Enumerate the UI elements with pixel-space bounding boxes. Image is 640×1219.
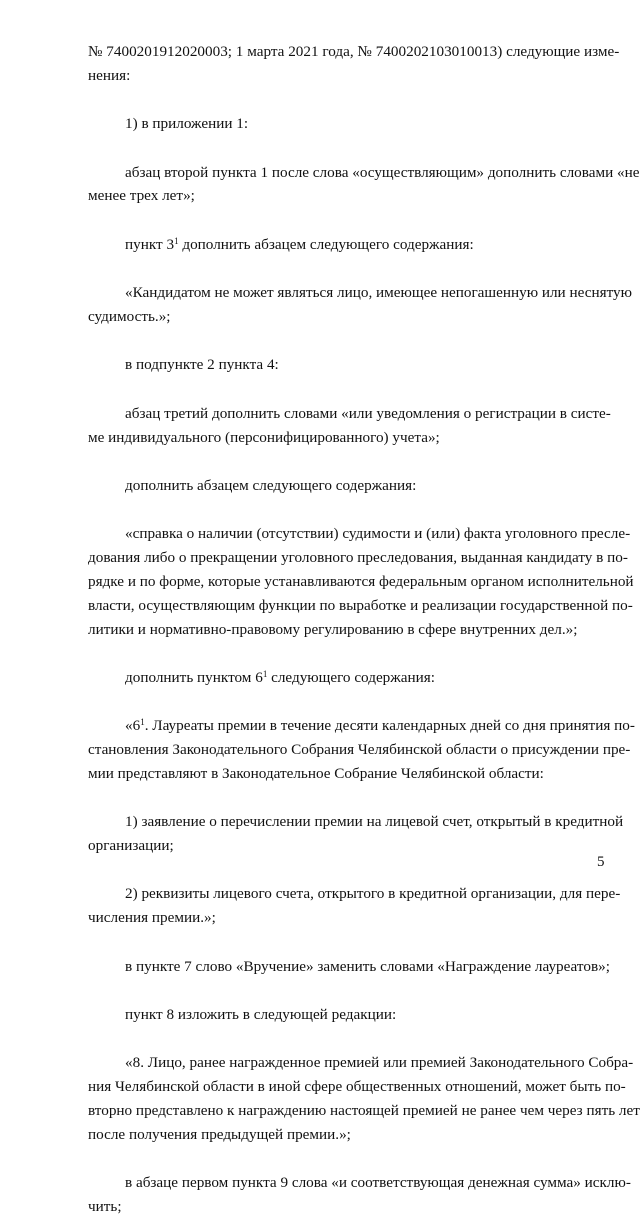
- paragraph-gap: [88, 641, 606, 666]
- text-run: вторно представлено к награждению настоящей премией не ранее чем через пять лет: [88, 1102, 640, 1120]
- text-line: [88, 714, 635, 738]
- text-line: [88, 666, 606, 690]
- text-run: 2) реквизиты лицевого счета, открытого в кредитной организации, для пере-: [125, 885, 621, 903]
- text-line: [88, 64, 606, 88]
- text-line: [88, 353, 606, 377]
- paragraph-gap: [88, 208, 606, 233]
- text-line: [88, 112, 606, 136]
- text-line: [88, 402, 611, 426]
- text-run: дополнить абзацем следующего содержания:: [178, 235, 474, 253]
- text-line: [88, 426, 606, 450]
- paragraph-gap: [88, 257, 606, 282]
- text-run: пункт 3: [125, 235, 175, 253]
- text-run: нения:: [88, 66, 131, 84]
- text-run: в подпункте 2 пункта 4:: [125, 356, 279, 374]
- text-run: мии представляют в Законодательное Собрание Челябинской области:: [88, 764, 544, 782]
- text-run: в абзаце первом пункта 9 слова «и соответствующая денежная сумма» исклю-: [125, 1174, 631, 1192]
- text-line: [88, 1099, 640, 1123]
- text-run: абзац третий дополнить словами «или уведомления о регистрации в систе-: [125, 404, 611, 422]
- text-run: дования либо о прекращении уголовного преследования, выданная кандидату в по-: [88, 549, 628, 567]
- text-line: [88, 1051, 634, 1075]
- paragraph-gap: [88, 136, 606, 161]
- text-run: 1) в приложении 1:: [125, 115, 249, 133]
- text-run: после получения предыдущей премии.»;: [88, 1125, 351, 1143]
- text-run: становления Законодательного Собрания Челябинской области о присуждении пре-: [88, 741, 631, 759]
- text-line: [88, 281, 632, 305]
- text-run: дополнить абзацем следующего содержания:: [125, 476, 417, 494]
- text-line: [88, 1003, 606, 1027]
- text-line: [88, 762, 606, 786]
- page-number: 5: [597, 854, 605, 870]
- text-line: [88, 570, 634, 594]
- text-run: организации;: [88, 837, 174, 855]
- superscript: 1: [262, 668, 268, 679]
- text-line: [88, 810, 624, 834]
- paragraph-gap: [88, 88, 606, 113]
- text-line: [88, 474, 606, 498]
- text-line: [88, 594, 633, 618]
- text-line: [88, 834, 606, 858]
- text-line: [88, 955, 610, 979]
- text-run: «8. Лицо, ранее награжденное премией или премией Законодательного Собра-: [125, 1054, 634, 1072]
- text-line: [88, 161, 640, 185]
- paragraph-gap: [88, 377, 606, 402]
- text-run: ме индивидуального (персонифицированного) учета»;: [88, 428, 440, 446]
- text-run: следующего содержания:: [267, 668, 435, 686]
- text-run: дополнить пунктом 6: [125, 668, 263, 686]
- text-line: [88, 906, 606, 930]
- text-line: [88, 546, 628, 570]
- text-run: «6: [125, 717, 141, 735]
- text-line: [88, 738, 631, 762]
- text-line: [88, 1195, 606, 1219]
- paragraph-gap: [88, 690, 606, 715]
- text-run: «справка о наличии (отсутствии) судимости и (или) факта уголовного пресле-: [125, 525, 631, 543]
- text-run: рядке и по форме, которые устанавливаются федеральным органом исполнительной: [88, 572, 634, 590]
- text-line: [88, 305, 606, 329]
- text-run: 1) заявление о перечислении премии на лицевой счет, открытый в кредитной: [125, 813, 624, 831]
- text-line: [88, 40, 620, 64]
- text-run: числения премии.»;: [88, 909, 216, 927]
- text-line: [88, 184, 606, 208]
- text-line: [88, 233, 606, 257]
- paragraph-gap: [88, 978, 606, 1003]
- text-run: . Лауреаты премии в течение десяти календарных дней со дня принятия по-: [144, 717, 635, 735]
- text-line: [88, 618, 606, 642]
- paragraph-gap: [88, 930, 606, 955]
- text-line: [88, 1123, 606, 1147]
- text-run: абзац второй пункта 1 после слова «осуществляющим» дополнить словами «не: [125, 163, 640, 181]
- text-run: № 7400201912020003; 1 марта 2021 года, № 7400202103010013) следующие изме-: [88, 43, 620, 60]
- paragraph-gap: [88, 858, 606, 883]
- paragraph-gap: [88, 786, 606, 811]
- text-run: власти, осуществляющим функции по выработке и реализации государственной по-: [88, 596, 633, 614]
- text-run: ния Челябинской области в иной сфере общественных отношений, может быть по-: [88, 1078, 626, 1096]
- text-run: в пункте 7 слово «Вручение» заменить словами «Награждение лауреатов»;: [125, 957, 610, 975]
- text-line: [88, 1171, 631, 1195]
- paragraph-gap: [88, 1147, 606, 1172]
- superscript: 1: [174, 235, 179, 246]
- text-run: «Кандидатом не может являться лицо, имеющее непогашенную или неснятую: [125, 284, 632, 302]
- paragraph-gap: [88, 498, 606, 523]
- text-run: судимость.»;: [88, 307, 171, 325]
- paragraph-gap: [88, 1027, 606, 1052]
- text-line: [88, 882, 621, 906]
- text-line: [88, 522, 631, 546]
- superscript: 1: [140, 717, 145, 728]
- document-body: [88, 40, 640, 1219]
- paragraph-gap: [88, 449, 606, 474]
- text-line: [88, 1075, 626, 1099]
- paragraph-gap: [88, 329, 606, 354]
- text-run: менее трех лет»;: [88, 187, 195, 205]
- text-run: литики и нормативно-правовому регулированию в сфере внутренних дел.»;: [88, 620, 578, 638]
- text-run: чить;: [88, 1198, 122, 1215]
- text-run: пункт 8 изложить в следующей редакции:: [125, 1006, 397, 1024]
